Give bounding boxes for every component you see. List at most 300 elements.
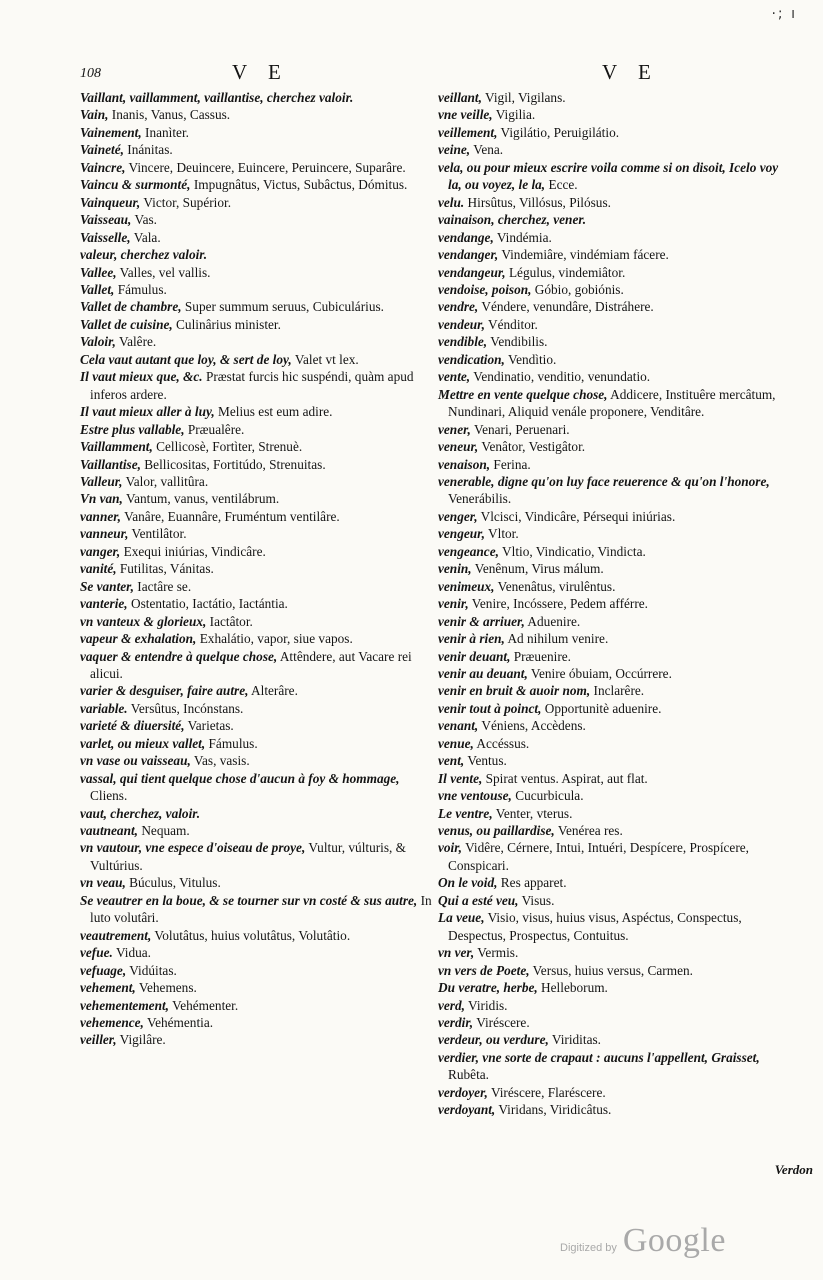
entry-headword: Vaisselle, [80, 229, 131, 245]
dictionary-entry [438, 298, 788, 315]
entry-translation: Præstat furcis hic suspéndi, quàm apud inferos ardere. [90, 369, 414, 402]
entry-translation: Venari, Peruenari. [473, 421, 570, 437]
entry-translation: Futilitas, Vánitas. [119, 561, 214, 577]
entry-translation: Vltio, Vindicatio, Vindicta. [502, 543, 646, 559]
entry-translation: Vidua. [115, 945, 151, 961]
dictionary-entry [438, 560, 788, 577]
entry-translation: Culinârius minister. [176, 316, 281, 332]
dictionary-entry [80, 752, 432, 769]
entry-translation: Véniens, Accèdens. [481, 718, 586, 734]
entry-headword: Il vaut mieux que, &c. [80, 369, 203, 385]
dictionary-entry [438, 979, 788, 996]
entry-headword: Vallet, [80, 281, 115, 297]
entry-translation: Viridis. [468, 997, 508, 1013]
entry-translation: Viridans, Viridicâtus. [498, 1102, 612, 1118]
entry-translation: Super summum seruus, Cubiculárius. [184, 299, 384, 315]
dictionary-entry [80, 1014, 432, 1031]
entry-headword: valeur, cherchez valoir. [80, 247, 208, 263]
entry-headword: vanterie, [80, 596, 128, 612]
dictionary-entry [438, 141, 788, 158]
entry-headword: vengeance, [438, 543, 499, 559]
entry-translation: Res apparet. [500, 875, 567, 891]
dictionary-entry [80, 298, 432, 315]
dictionary-entry [438, 874, 788, 891]
entry-headword: venir tout à poinct, [438, 700, 542, 716]
dictionary-entry [438, 421, 788, 438]
dictionary-entry [80, 997, 432, 1014]
entry-headword: veneur, [438, 439, 479, 455]
dictionary-entry [438, 473, 788, 508]
dictionary-entry [80, 456, 432, 473]
entry-headword: vendible, [438, 334, 488, 350]
entry-headword: Vaillamment, [80, 439, 153, 455]
entry-translation: Vehémentia. [146, 1015, 214, 1031]
dictionary-entry [80, 927, 432, 944]
entry-headword: vefue. [80, 945, 113, 961]
dictionary-entry [80, 805, 432, 822]
dictionary-entry [80, 630, 432, 647]
entry-translation: Exequi iniúrias, Vindicâre. [123, 543, 266, 559]
running-head-left: V E [232, 60, 289, 84]
dictionary-entry [80, 106, 432, 123]
entry-translation: Vehemens. [138, 980, 197, 996]
entry-translation: Iactâtor. [209, 613, 253, 629]
entry-headword: verd, [438, 997, 465, 1013]
dictionary-entry [80, 962, 432, 979]
dictionary-entry [80, 333, 432, 350]
dictionary-entry [438, 717, 788, 734]
entry-translation: Cellicosè, Fortìter, Strenuè. [156, 439, 303, 455]
entry-headword: Vn van, [80, 491, 123, 507]
entry-headword: Il vaut mieux aller à luy, [80, 404, 215, 420]
entry-translation: Vidúitas. [129, 962, 177, 978]
entry-translation: Ferina. [493, 456, 531, 472]
entry-headword: vassal, qui tient quelque chose d'aucun à foy & hommage, [80, 770, 400, 786]
entry-translation: Venerábilis. [448, 491, 512, 507]
entry-headword: Vaincu & surmonté, [80, 177, 191, 193]
entry-translation: Vigilâre. [119, 1032, 166, 1048]
entry-translation: Vehémenter. [172, 997, 239, 1013]
dictionary-entry [80, 264, 432, 281]
entry-translation: Cucurbicula. [515, 788, 584, 804]
entry-headword: vapeur & exhalation, [80, 631, 197, 647]
dictionary-entry [80, 822, 432, 839]
dictionary-entry [80, 194, 432, 211]
dictionary-entry [80, 403, 432, 420]
entry-headword: venir à rien, [438, 631, 505, 647]
entry-headword: vendange, [438, 229, 494, 245]
entry-headword: venant, [438, 718, 479, 734]
entry-headword: La veue, [438, 910, 485, 926]
dictionary-entry [80, 89, 432, 106]
entry-translation: Vendìtio. [507, 351, 557, 367]
entry-headword: vn vase ou vaisseau, [80, 753, 191, 769]
dictionary-entry [80, 944, 432, 961]
entry-translation: Fámulus. [117, 281, 167, 297]
entry-translation: Versus, huius versus, Carmen. [532, 962, 693, 978]
entry-headword: venir & arriuer, [438, 613, 525, 629]
dictionary-entry [80, 682, 432, 699]
entry-translation: Venenâtus, virulêntus. [497, 578, 616, 594]
entry-headword: vendanger, [438, 247, 499, 263]
entry-translation: Cliens. [90, 788, 128, 804]
dictionary-entry [80, 1031, 432, 1048]
entry-headword: On le void, [438, 875, 498, 891]
entry-translation: Vltor. [488, 526, 519, 542]
entry-headword: Le ventre, [438, 805, 493, 821]
digitized-by-label: Digitized by [560, 1242, 617, 1254]
entry-headword: vanger, [80, 543, 121, 559]
dictionary-entry [80, 525, 432, 542]
entry-translation: Vincere, Deuincere, Euincere, Peruincere, Suparâre. [128, 159, 406, 175]
dictionary-entry [438, 700, 788, 717]
dictionary-entry [438, 682, 788, 699]
catchword: Verdon [774, 1162, 813, 1177]
entry-translation: Valles, vel vallis. [119, 264, 211, 280]
entry-translation: Venâtor, Vestigâtor. [481, 439, 586, 455]
entry-headword: venaison, [438, 456, 491, 472]
entry-translation: Visio, visus, huius visus, Aspéctus, Conspectus, Despectus, Prospectus, Contuitus. [448, 910, 742, 943]
entry-headword: Vaillant, vaillamment, vaillantise, cherchez valoir. [80, 90, 354, 105]
right-column [438, 89, 788, 1119]
dictionary-entry [80, 159, 432, 176]
entry-translation: Victor, Supérior. [143, 194, 232, 210]
entry-translation: Vendibilis. [490, 334, 548, 350]
entry-translation: Inclarêre. [593, 683, 645, 699]
entry-translation: Volutâtus, huius volutâtus, Volutâtio. [154, 927, 351, 943]
dictionary-entry [438, 508, 788, 525]
entry-headword: verdier, vne sorte de crapaut : aucuns l'appellent, Graisset, [438, 1049, 760, 1065]
dictionary-entry [438, 839, 788, 874]
entry-headword: vendication, [438, 351, 505, 367]
entry-headword: vne veille, [438, 107, 493, 123]
entry-headword: venir deuant, [438, 648, 511, 664]
entry-headword: vaquer & entendre à quelque chose, [80, 648, 278, 664]
entry-translation: Venênum, Virus málum. [474, 561, 604, 577]
entry-headword: venin, [438, 561, 472, 577]
dictionary-entry [80, 770, 432, 805]
dictionary-entry [80, 543, 432, 560]
entry-translation: Alterâre. [251, 683, 298, 699]
dictionary-entry [438, 665, 788, 682]
entry-translation: Viriditas. [551, 1032, 601, 1048]
entry-headword: Se vanter, [80, 578, 134, 594]
entry-translation: Opportunitè aduenire. [544, 700, 662, 716]
dictionary-entry [80, 490, 432, 507]
entry-headword: Vallet de cuisine, [80, 316, 173, 332]
entry-headword: varlet, ou mieux vallet, [80, 735, 206, 751]
dictionary-entry [438, 770, 788, 787]
entry-headword: Valleur, [80, 473, 123, 489]
entry-headword: vengeur, [438, 526, 485, 542]
entry-translation: Vermis. [477, 945, 519, 961]
entry-headword: venerable, digne qu'on luy face reuerence & qu'on l'honore, [438, 473, 770, 489]
entry-translation: Hirsûtus, Villósus, Pilósus. [467, 194, 611, 210]
entry-headword: veillant, [438, 90, 482, 105]
entry-translation: Valor, vallitûra. [125, 473, 209, 489]
entry-translation: Inánitas. [127, 142, 173, 158]
entry-translation: Præuenire. [513, 648, 571, 664]
entry-translation: Venérea res. [557, 823, 623, 839]
entry-translation: Venire óbuiam, Occúrrere. [530, 665, 672, 681]
dictionary-entry [80, 176, 432, 193]
entry-headword: Vain, [80, 107, 109, 123]
entry-translation: Versûtus, Incónstans. [130, 700, 244, 716]
dictionary-entry [80, 560, 432, 577]
entry-translation: Addicere, Instituêre mercâtum, Nundinari, Aliquid venále proponere, Venditâre. [448, 386, 776, 420]
entry-translation: Ostentatio, Iactátio, Iactántia. [130, 596, 288, 612]
entry-translation: Exhalátio, vapor, siue vapos. [199, 631, 353, 647]
entry-headword: verdoyant, [438, 1102, 496, 1118]
dictionary-entry [438, 892, 788, 909]
entry-translation: Venter, vterus. [495, 805, 573, 821]
entry-translation: Vidêre, Cérnere, Intui, Intuéri, Despícere, Prospícere, Conspicari. [448, 840, 749, 873]
entry-headword: venimeux, [438, 578, 495, 594]
entry-headword: verdeur, ou verdure, [438, 1032, 549, 1048]
dictionary-entry [438, 997, 788, 1014]
corner-mark: ·; ı [771, 6, 797, 22]
entry-translation: Góbio, gobiónis. [534, 281, 624, 297]
dictionary-entry [80, 316, 432, 333]
dictionary-entry [438, 630, 788, 647]
entry-translation: Attêndere, aut Vacare rei alicui. [90, 648, 412, 681]
dictionary-entry [438, 962, 788, 979]
entry-headword: vendeur, [438, 316, 485, 332]
entry-headword: voir, [438, 840, 463, 856]
entry-headword: vne ventouse, [438, 788, 512, 804]
entry-translation: Varietas. [187, 718, 234, 734]
dictionary-entry [80, 211, 432, 228]
google-logo: Google [622, 1222, 726, 1259]
dictionary-entry [438, 805, 788, 822]
entry-translation: Melius est eum adire. [218, 404, 333, 420]
entry-headword: vela, ou pour mieux escrire voila comme si on disoit, Icelo voy la, ou voyez, le la, [438, 159, 779, 193]
entry-headword: vehementement, [80, 997, 169, 1013]
entry-headword: Vaillantise, [80, 456, 141, 472]
entry-headword: vendoise, poison, [438, 281, 532, 297]
dictionary-entry [438, 909, 788, 944]
dictionary-entry [438, 438, 788, 455]
entry-headword: Vallet de chambre, [80, 299, 182, 315]
entry-headword: Cela vaut autant que loy, & sert de loy, [80, 351, 292, 367]
entry-headword: velu. [438, 194, 465, 210]
entry-translation: Præualêre. [187, 421, 245, 437]
entry-translation: Impugnâtus, Victus, Subâctus, Dómitus. [193, 177, 408, 193]
entry-translation: Aduenire. [527, 613, 581, 629]
dictionary-entry [438, 106, 788, 123]
entry-translation: Venire, Incóssere, Pedem afférre. [471, 596, 648, 612]
dictionary-entry [80, 124, 432, 141]
dictionary-entry [438, 595, 788, 612]
entry-translation: Légulus, vindemiâtor. [508, 264, 626, 280]
dictionary-entry [438, 1031, 788, 1048]
entry-translation: Valêre. [118, 334, 157, 350]
entry-headword: Vaincre, [80, 159, 126, 175]
entry-translation: Vénditor. [488, 316, 538, 332]
dictionary-entry [438, 456, 788, 473]
dictionary-entry [438, 752, 788, 769]
dictionary-entry [80, 874, 432, 891]
dictionary-entry [438, 194, 788, 211]
entry-headword: Vainqueur, [80, 194, 141, 210]
dictionary-entry [438, 159, 788, 194]
entry-headword: vanité, [80, 561, 117, 577]
entry-headword: Il vente, [438, 770, 483, 786]
entry-headword: Se veautrer en la boue, & se tourner sur vn costé & sus autre, [80, 892, 418, 908]
entry-translation: Vindémia. [496, 229, 552, 245]
entry-headword: vanneur, [80, 526, 129, 542]
dictionary-entry [438, 246, 788, 263]
entry-headword: vn ver, [438, 945, 475, 961]
entry-headword: vn vers de Poete, [438, 962, 530, 978]
entry-headword: vener, [438, 421, 471, 437]
entry-headword: veine, [438, 142, 471, 158]
entry-translation: Vala. [133, 229, 161, 245]
entry-headword: vainaison, cherchez, vener. [438, 212, 587, 228]
digitization-watermark [560, 1222, 726, 1260]
dictionary-entry [438, 386, 788, 421]
entry-translation: Vigilia. [495, 107, 536, 123]
dictionary-entry [438, 89, 788, 106]
dictionary-entry [438, 351, 788, 368]
entry-headword: vautneant, [80, 823, 138, 839]
entry-translation: Ad nihilum venire. [507, 631, 609, 647]
dictionary-entry [438, 648, 788, 665]
entry-headword: Qui a esté veu, [438, 892, 519, 908]
dictionary-entry [438, 333, 788, 350]
entry-translation: Véndere, venundâre, Distráhere. [481, 299, 654, 315]
entry-headword: venir en bruit & auoir nom, [438, 683, 591, 699]
dictionary-entry [80, 246, 432, 263]
entry-headword: vn veau, [80, 875, 126, 891]
entry-headword: Vallee, [80, 264, 117, 280]
dictionary-entry [80, 717, 432, 734]
entry-translation: Vigil, Vigilans. [485, 90, 566, 105]
entry-headword: vaut, cherchez, valoir. [80, 805, 201, 821]
entry-translation: Vantum, vanus, ventilábrum. [125, 491, 280, 507]
entry-headword: veautrement, [80, 927, 152, 943]
entry-translation: Vlcisci, Vindicâre, Pérsequi iniúrias. [480, 508, 676, 524]
dictionary-entry [80, 979, 432, 996]
entry-headword: Vaineté, [80, 142, 124, 158]
dictionary-entry [438, 1084, 788, 1101]
entry-translation: Accéssus. [476, 735, 530, 751]
dictionary-entry [438, 1014, 788, 1031]
entry-translation: Viréscere, Flaréscere. [490, 1084, 606, 1100]
entry-headword: vn vanteux & glorieux, [80, 613, 207, 629]
dictionary-entry [438, 1101, 788, 1118]
entry-headword: venus, ou paillardise, [438, 823, 555, 839]
dictionary-entry [438, 735, 788, 752]
entry-translation: Fámulus. [208, 735, 258, 751]
dictionary-entry [438, 543, 788, 560]
entry-translation: Bellicositas, Fortitúdo, Strenuitas. [144, 456, 326, 472]
entry-translation: Vas, vasis. [193, 753, 250, 769]
dictionary-entry [438, 613, 788, 630]
dictionary-entry [80, 595, 432, 612]
dictionary-entry [80, 351, 432, 368]
dictionary-entry [438, 525, 788, 542]
dictionary-entry [438, 578, 788, 595]
entry-headword: vefuage, [80, 962, 127, 978]
dictionary-entry [438, 822, 788, 839]
entry-translation: Iactâre se. [137, 578, 192, 594]
dictionary-entry [80, 613, 432, 630]
dictionary-entry [80, 508, 432, 525]
entry-translation: Vigilátio, Peruigilátio. [500, 124, 620, 140]
dictionary-entry [80, 229, 432, 246]
entry-headword: venger, [438, 508, 478, 524]
entry-translation: Búculus, Vitulus. [129, 875, 221, 891]
entry-headword: veiller, [80, 1032, 117, 1048]
dictionary-entry [80, 700, 432, 717]
entry-headword: vehement, [80, 980, 136, 996]
entry-translation: Nequam. [141, 823, 190, 839]
entry-headword: Estre plus vallable, [80, 421, 185, 437]
dictionary-entry [438, 229, 788, 246]
dictionary-entry [438, 368, 788, 385]
dictionary-entry [438, 787, 788, 804]
left-column [80, 89, 432, 1049]
entry-headword: varieté & diuersité, [80, 718, 185, 734]
entry-headword: Du veratre, herbe, [438, 980, 538, 996]
entry-translation: Rubêta. [448, 1067, 489, 1083]
entry-headword: vente, [438, 369, 471, 385]
running-head-right: V E [602, 60, 659, 84]
dictionary-entry [438, 124, 788, 141]
dictionary-entry [438, 944, 788, 961]
entry-translation: Vena. [473, 142, 504, 158]
entry-translation: Vendinatio, venditio, venundatio. [473, 369, 651, 385]
dictionary-entry [80, 735, 432, 752]
entry-headword: venir, [438, 596, 469, 612]
entry-translation: Ventilâtor. [131, 526, 187, 542]
dictionary-entry [80, 578, 432, 595]
entry-headword: verdoyer, [438, 1084, 488, 1100]
entry-translation: Vultur, vúlturis, & Vultúrius. [90, 840, 407, 873]
entry-headword: vanner, [80, 508, 122, 524]
dictionary-entry [80, 473, 432, 490]
entry-headword: vendangeur, [438, 264, 506, 280]
entry-headword: verdir, [438, 1015, 474, 1031]
entry-headword: vent, [438, 753, 465, 769]
entry-translation: Vas. [134, 212, 157, 228]
entry-headword: vehemence, [80, 1015, 144, 1031]
entry-headword: vendre, [438, 299, 479, 315]
entry-translation: Spirat ventus. Aspirat, aut flat. [485, 770, 648, 786]
dictionary-entry [80, 839, 432, 874]
entry-headword: vn vautour, vne espece d'oiseau de proye, [80, 840, 306, 856]
dictionary-entry [80, 421, 432, 438]
page-number: 108 [80, 66, 101, 81]
entry-headword: varier & desguiser, faire autre, [80, 683, 249, 699]
entry-translation: In luto volutâri. [90, 892, 432, 926]
entry-headword: veillement, [438, 124, 498, 140]
entry-headword: Vainement, [80, 124, 142, 140]
dictionary-entry [438, 211, 788, 228]
dictionary-entry [438, 1049, 788, 1084]
dictionary-entry [438, 281, 788, 298]
dictionary-entry [80, 281, 432, 298]
dictionary-entry [80, 368, 432, 403]
entry-translation: Viréscere. [476, 1015, 530, 1031]
dictionary-entry [438, 316, 788, 333]
entry-headword: Mettre en vente quelque chose, [438, 386, 608, 402]
entry-translation: Inanis, Vanus, Cassus. [111, 107, 231, 123]
entry-translation: Inanìter. [145, 124, 189, 140]
dictionary-entry [80, 438, 432, 455]
entry-translation: Vindemiâre, vindémiam fácere. [501, 247, 669, 263]
